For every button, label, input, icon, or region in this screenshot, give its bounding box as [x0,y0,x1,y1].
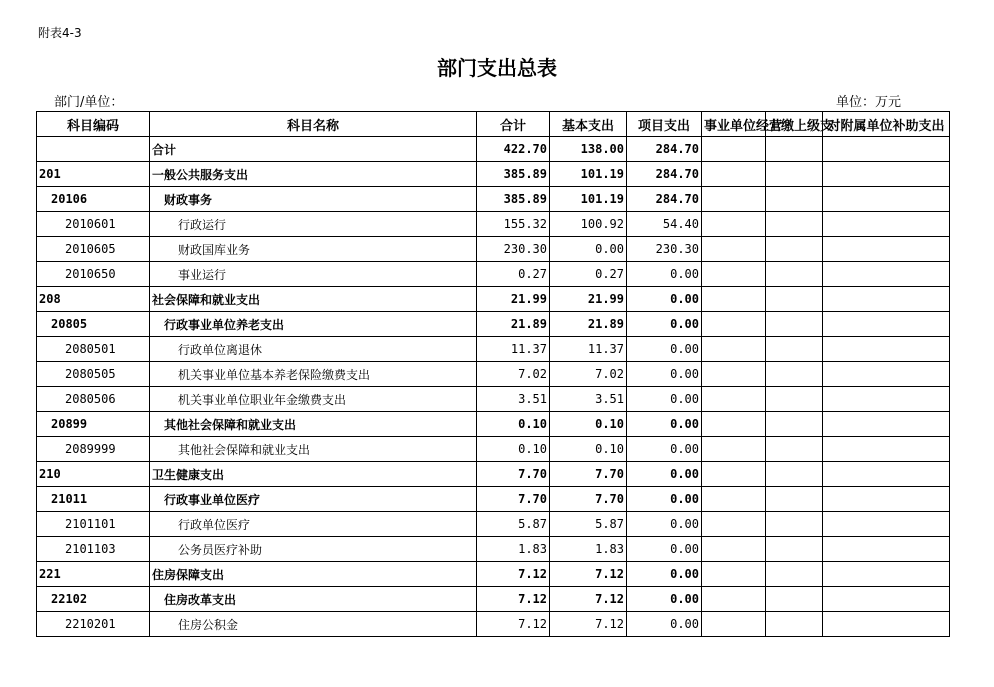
cell-business [702,537,766,562]
cell-upper [766,137,823,162]
cell-business [702,437,766,462]
cell-code: 201 [37,162,150,187]
table-row [37,487,950,512]
cell-business [702,587,766,612]
cell-code: 2101101 [37,512,150,537]
cell-upper [766,262,823,287]
cell-upper [766,362,823,387]
table-row [37,187,950,212]
cell-name: 其他社会保障和就业支出 [150,412,477,437]
cell-name: 住房改革支出 [150,587,477,612]
cell-upper [766,587,823,612]
cell-business [702,487,766,512]
cell-basic: 21.99 [550,287,627,312]
table-row [37,137,950,162]
cell-business [702,462,766,487]
cell-subsidy [823,487,950,512]
cell-name: 合计 [150,137,477,162]
cell-code: 210 [37,462,150,487]
cell-upper [766,512,823,537]
cell-basic: 3.51 [550,387,627,412]
cell-total: 7.12 [477,562,550,587]
cell-name: 机关事业单位职业年金缴费支出 [150,387,477,412]
cell-basic: 7.12 [550,562,627,587]
cell-total: 385.89 [477,187,550,212]
cell-project: 0.00 [627,312,702,337]
cell-code: 2210201 [37,612,150,637]
cell-code: 2010605 [37,237,150,262]
cell-name: 一般公共服务支出 [150,162,477,187]
cell-subsidy [823,337,950,362]
cell-business [702,312,766,337]
table-row [37,537,950,562]
cell-upper [766,212,823,237]
cell-name: 财政事务 [150,187,477,212]
cell-code: 20805 [37,312,150,337]
cell-total: 7.70 [477,462,550,487]
cell-project: 284.70 [627,137,702,162]
cell-subsidy [823,412,950,437]
cell-basic: 0.10 [550,412,627,437]
cell-upper [766,612,823,637]
cell-business [702,562,766,587]
cell-code: 2089999 [37,437,150,462]
cell-upper [766,562,823,587]
cell-upper [766,312,823,337]
cell-total: 1.83 [477,537,550,562]
cell-code: 2010601 [37,212,150,237]
expenditure-table [36,111,950,637]
cell-upper [766,487,823,512]
cell-name: 财政国库业务 [150,237,477,262]
cell-total: 0.10 [477,412,550,437]
cell-project: 0.00 [627,537,702,562]
table-row [37,337,950,362]
header-business: 事业单位经营 [702,112,766,137]
table-row [37,237,950,262]
cell-subsidy [823,212,950,237]
cell-business [702,412,766,437]
cell-upper [766,337,823,362]
cell-total: 385.89 [477,162,550,187]
cell-name: 行政运行 [150,212,477,237]
cell-name: 住房公积金 [150,612,477,637]
cell-basic: 7.70 [550,462,627,487]
cell-business [702,387,766,412]
cell-name: 社会保障和就业支出 [150,287,477,312]
cell-total: 230.30 [477,237,550,262]
cell-subsidy [823,562,950,587]
cell-basic: 7.12 [550,587,627,612]
cell-subsidy [823,137,950,162]
cell-subsidy [823,437,950,462]
table-row [37,437,950,462]
table-header-row [37,112,950,137]
cell-business [702,187,766,212]
header-total: 合计 [477,112,550,137]
cell-code: 22102 [37,587,150,612]
cell-business [702,337,766,362]
cell-basic: 11.37 [550,337,627,362]
header-project: 项目支出 [627,112,702,137]
cell-total: 11.37 [477,337,550,362]
cell-subsidy [823,462,950,487]
cell-basic: 0.00 [550,237,627,262]
cell-code: 208 [37,287,150,312]
table-row [37,262,950,287]
cell-project: 54.40 [627,212,702,237]
header-upper: 上缴上级支 [766,112,823,137]
cell-subsidy [823,237,950,262]
cell-project: 230.30 [627,237,702,262]
cell-name: 住房保障支出 [150,562,477,587]
cell-subsidy [823,362,950,387]
cell-code: 2101103 [37,537,150,562]
cell-subsidy [823,512,950,537]
cell-project: 0.00 [627,612,702,637]
cell-subsidy [823,387,950,412]
cell-total: 21.89 [477,312,550,337]
table-row [37,212,950,237]
cell-total: 21.99 [477,287,550,312]
cell-project: 0.00 [627,437,702,462]
cell-upper [766,237,823,262]
page-title: 部门支出总表 [437,56,557,80]
cell-total: 7.70 [477,487,550,512]
cell-business [702,262,766,287]
cell-basic: 100.92 [550,212,627,237]
cell-code: 2080505 [37,362,150,387]
appendix-note: 附表4-3 [38,26,82,40]
table-row [37,162,950,187]
cell-subsidy [823,587,950,612]
cell-basic: 7.70 [550,487,627,512]
cell-project: 0.00 [627,262,702,287]
cell-name: 行政事业单位医疗 [150,487,477,512]
cell-project: 0.00 [627,512,702,537]
cell-subsidy [823,262,950,287]
header-basic: 基本支出 [550,112,627,137]
cell-total: 7.12 [477,612,550,637]
cell-code: 21011 [37,487,150,512]
cell-code: 221 [37,562,150,587]
cell-upper [766,437,823,462]
cell-upper [766,162,823,187]
cell-name: 机关事业单位基本养老保险缴费支出 [150,362,477,387]
cell-total: 422.70 [477,137,550,162]
cell-subsidy [823,612,950,637]
table-row [37,362,950,387]
cell-name: 其他社会保障和就业支出 [150,437,477,462]
cell-basic: 101.19 [550,187,627,212]
cell-total: 0.10 [477,437,550,462]
cell-code [37,137,150,162]
cell-basic: 0.10 [550,437,627,462]
header-subsidy: 对附属单位补助支出 [823,112,950,137]
cell-name: 公务员医疗补助 [150,537,477,562]
cell-name: 事业运行 [150,262,477,287]
unit-label: 单位：万元 [836,95,902,110]
cell-code: 20899 [37,412,150,437]
cell-business [702,137,766,162]
cell-project: 0.00 [627,587,702,612]
cell-business [702,287,766,312]
table-row [37,587,950,612]
cell-business [702,212,766,237]
cell-code: 2080506 [37,387,150,412]
cell-subsidy [823,537,950,562]
cell-upper [766,537,823,562]
cell-total: 5.87 [477,512,550,537]
cell-name: 行政事业单位养老支出 [150,312,477,337]
cell-basic: 0.27 [550,262,627,287]
cell-basic: 7.02 [550,362,627,387]
cell-upper [766,387,823,412]
cell-project: 284.70 [627,162,702,187]
cell-total: 3.51 [477,387,550,412]
cell-total: 7.12 [477,587,550,612]
cell-project: 0.00 [627,287,702,312]
table-row [37,312,950,337]
table-row [37,512,950,537]
table-body [37,137,950,637]
cell-code: 2080501 [37,337,150,362]
cell-subsidy [823,312,950,337]
cell-business [702,162,766,187]
cell-project: 0.00 [627,387,702,412]
header-code: 科目编码 [37,112,150,137]
cell-basic: 5.87 [550,512,627,537]
cell-business [702,362,766,387]
cell-project: 0.00 [627,412,702,437]
cell-name: 卫生健康支出 [150,462,477,487]
table-row [37,387,950,412]
cell-project: 0.00 [627,562,702,587]
cell-project: 0.00 [627,362,702,387]
cell-code: 20106 [37,187,150,212]
cell-subsidy [823,287,950,312]
cell-subsidy [823,162,950,187]
cell-code: 2010650 [37,262,150,287]
table-row [37,612,950,637]
cell-project: 0.00 [627,487,702,512]
table-row [37,412,950,437]
cell-name: 行政单位离退休 [150,337,477,362]
cell-name: 行政单位医疗 [150,512,477,537]
cell-total: 7.02 [477,362,550,387]
cell-subsidy [823,187,950,212]
cell-basic: 21.89 [550,312,627,337]
table-row [37,287,950,312]
department-label: 部门/单位： [54,95,124,110]
table-row [37,562,950,587]
cell-basic: 101.19 [550,162,627,187]
cell-upper [766,412,823,437]
cell-basic: 7.12 [550,612,627,637]
cell-business [702,512,766,537]
cell-project: 284.70 [627,187,702,212]
cell-upper [766,187,823,212]
cell-upper [766,462,823,487]
cell-basic: 1.83 [550,537,627,562]
cell-business [702,612,766,637]
cell-total: 155.32 [477,212,550,237]
cell-business [702,237,766,262]
header-name: 科目名称 [150,112,477,137]
cell-project: 0.00 [627,337,702,362]
cell-basic: 138.00 [550,137,627,162]
table-row [37,462,950,487]
cell-project: 0.00 [627,462,702,487]
cell-total: 0.27 [477,262,550,287]
cell-upper [766,287,823,312]
